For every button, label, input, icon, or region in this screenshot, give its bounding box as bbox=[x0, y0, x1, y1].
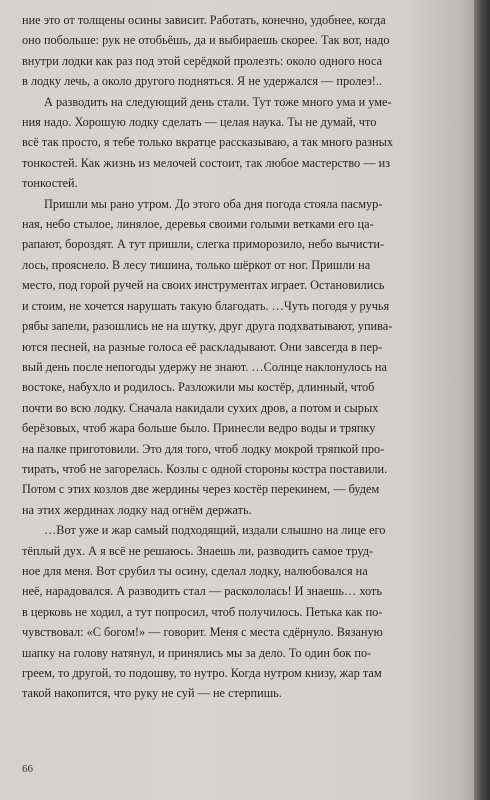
text-line: тонкостей. bbox=[22, 176, 78, 191]
text-line: тёплый дух. А я всё не решаюсь. Знаешь ли, разводить самое труд- bbox=[22, 543, 374, 558]
text-line: и стоим, не хочется нарушать такую благодать. …Чуть погодя у ручья bbox=[22, 298, 390, 313]
text-line: берёзовых, чтоб жара больше было. Принесли ведро воды и тряпку bbox=[22, 421, 376, 436]
text-line: почти во всю лодку. Сначала накидали сухих дров, а потом и сырых bbox=[22, 400, 379, 415]
text-line: востоке, набухло и родилось. Разложили мы костёр, длинный, чтоб bbox=[22, 380, 375, 395]
text-line: на этих жердинах лодку над огнём держать. bbox=[22, 502, 252, 517]
text-line: греем, то другой, то подошву, то нутро. Когда нутром книзу, жар там bbox=[22, 666, 382, 680]
text-line: рапают, бороздят. А тут пришли, слегка приморозило, небо вычисти- bbox=[22, 237, 385, 252]
paragraph-4 bbox=[22, 520, 470, 704]
paragraph-2 bbox=[22, 92, 470, 194]
text-line: ния надо. Хорошую лодку сделать — целая наука. Ты не думай, что bbox=[22, 115, 377, 130]
text-line: в лодку лечь, а около другого подняться. Я не удержался — пролез!.. bbox=[22, 74, 382, 89]
page-number: 66 bbox=[22, 763, 33, 775]
text-line: вый день после непогоды удержу не знают. …Солнце наклонулось на bbox=[22, 359, 387, 374]
text-line: Потом с этих козлов две жердины через костёр перекинем, — будем bbox=[22, 482, 380, 497]
paragraph-3 bbox=[22, 194, 470, 521]
book-gutter-shadow bbox=[474, 0, 490, 800]
text-line: лось, прояснело. В лесу тишина, только шёркот от ног. Пришли на bbox=[22, 257, 371, 272]
text-line: внутри лодки как раз под этой серёдкой пролезть: около одного носа bbox=[22, 53, 383, 68]
text-line: место, под горой ручей на своих инструментах играет. Остановились bbox=[22, 278, 385, 293]
text-line: такой накопится, что руку не суй — не стерпишь. bbox=[22, 686, 282, 701]
text-line: ное для меня. Вот срубил ты осину, сделал лодку, налюбовался на bbox=[22, 563, 368, 578]
paragraph-1 bbox=[22, 10, 470, 92]
text-line: в церковь не ходил, а тут попросил, чтоб получилось. Петька как по- bbox=[22, 604, 383, 619]
text-line: чувствовал: «С богом!» — говорит. Меня с места сдёрнуло. Вязаную bbox=[22, 625, 383, 640]
text-line: Пришли мы рано утром. До этого оба дня погода стояла пасмур- bbox=[44, 196, 383, 211]
text-line: ются песней, на разные голоса её раскладывают. Они завсегда в пер- bbox=[22, 339, 383, 354]
text-line: всё так просто, я тебе только вкратце рассказываю, а так много разных bbox=[22, 135, 393, 150]
text-line: тонкостей. Как жизнь из мелочей состоит, так любое мастерство — из bbox=[22, 155, 391, 170]
text-line: шапку на голову натянул, и принялись мы за дело. То один бок по- bbox=[22, 645, 372, 660]
text-line: на палке приготовили. Это для того, чтоб лодку мокрой тряпкой про- bbox=[22, 441, 385, 456]
text-line: …Вот уже и жар самый подходящий, издали слышно на лице его bbox=[44, 523, 386, 538]
text-line: тирать, чтоб не загорелась. Козлы с одной стороны костра поставили. bbox=[22, 461, 388, 476]
body-text bbox=[22, 10, 470, 704]
text-line: оно побольше: рук не отобьёшь, да и выбираешь скорее. Так вот, надо bbox=[22, 33, 390, 48]
text-line: рябы запели, разошлись не на шутку, друг друга подхватывают, упива- bbox=[22, 319, 393, 334]
text-line: ная, небо стылое, линялое, деревья своими голыми ветками его ца- bbox=[22, 217, 374, 232]
text-line: неё, нарадовался. А разводить стал — раскололась! И знаешь… хоть bbox=[22, 584, 383, 599]
text-line: А разводить на следующий день стали. Тут тоже много ума и уме- bbox=[44, 94, 392, 109]
text-line: ние это от толщены осины зависит. Работать, конечно, удобнее, когда bbox=[22, 13, 386, 27]
